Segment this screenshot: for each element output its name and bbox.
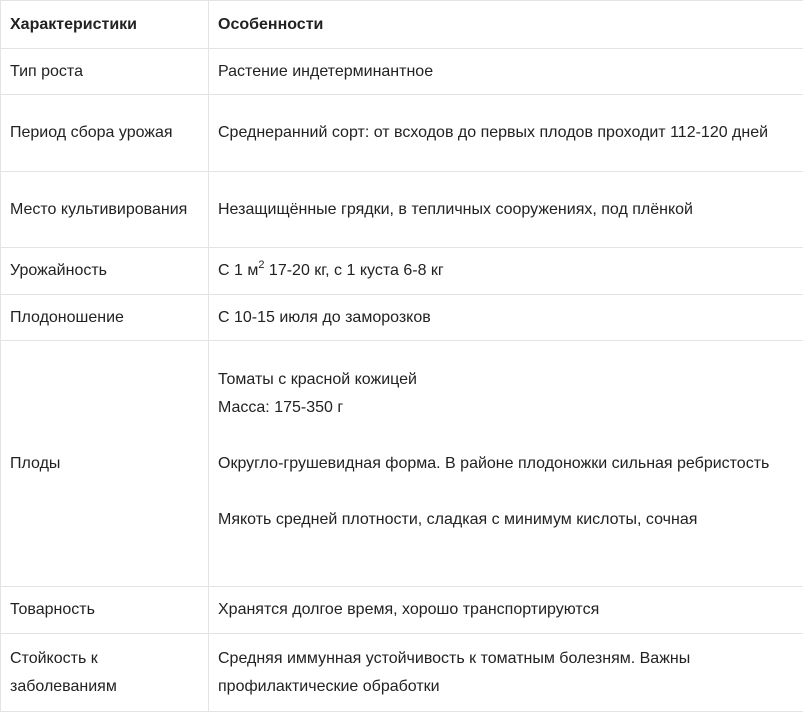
row-value: Хранятся долгое время, хорошо транспортируются (209, 587, 803, 634)
row-label: Плодоношение (1, 295, 209, 341)
row-label: Товарность (1, 587, 209, 634)
fruit-shape-line: Округло-грушевидная форма. В районе плодоножки сильная ребристость (218, 450, 794, 478)
row-label: Период сбора урожая (1, 95, 209, 172)
row-label: Урожайность (1, 248, 209, 295)
yield-suffix: 17-20 кг, с 1 куста 6-8 кг (264, 262, 443, 279)
table-row (1, 341, 803, 587)
row-value: С 10-15 июля до заморозков (209, 295, 803, 341)
yield-superscript: 2 (258, 259, 264, 271)
table-row (1, 634, 803, 712)
table-header-row (1, 1, 803, 49)
table-row (1, 248, 803, 295)
row-value (209, 248, 803, 295)
fruit-skin-line: Томаты с красной кожицей (218, 366, 794, 394)
row-value (209, 341, 803, 587)
table-row (1, 95, 803, 172)
row-label: Тип роста (1, 49, 209, 95)
table-row (1, 295, 803, 341)
header-characteristics: Характеристики (1, 1, 209, 49)
row-label: Плоды (1, 341, 209, 587)
row-value: Среднеранний сорт: от всходов до первых плодов проходит 112-120 дней (209, 95, 803, 172)
table-row (1, 172, 803, 248)
table-row (1, 587, 803, 634)
row-label: Место культивирования (1, 172, 209, 248)
fruit-mass-line: Масса: 175-350 г (218, 394, 794, 422)
row-value: Средняя иммунная устойчивость к томатным болезням. Важны профилактические обработки (209, 634, 803, 712)
fruit-pulp-line: Мякоть средней плотности, сладкая с минимум кислоты, сочная (218, 506, 794, 534)
row-value: Незащищённые грядки, в тепличных сооружениях, под плёнкой (209, 172, 803, 248)
header-features: Особенности (209, 1, 803, 49)
yield-prefix: С 1 м (218, 262, 258, 279)
row-label: Стойкость к заболеваниям (1, 634, 209, 712)
table-row (1, 49, 803, 95)
row-value: Растение индетерминантное (209, 49, 803, 95)
